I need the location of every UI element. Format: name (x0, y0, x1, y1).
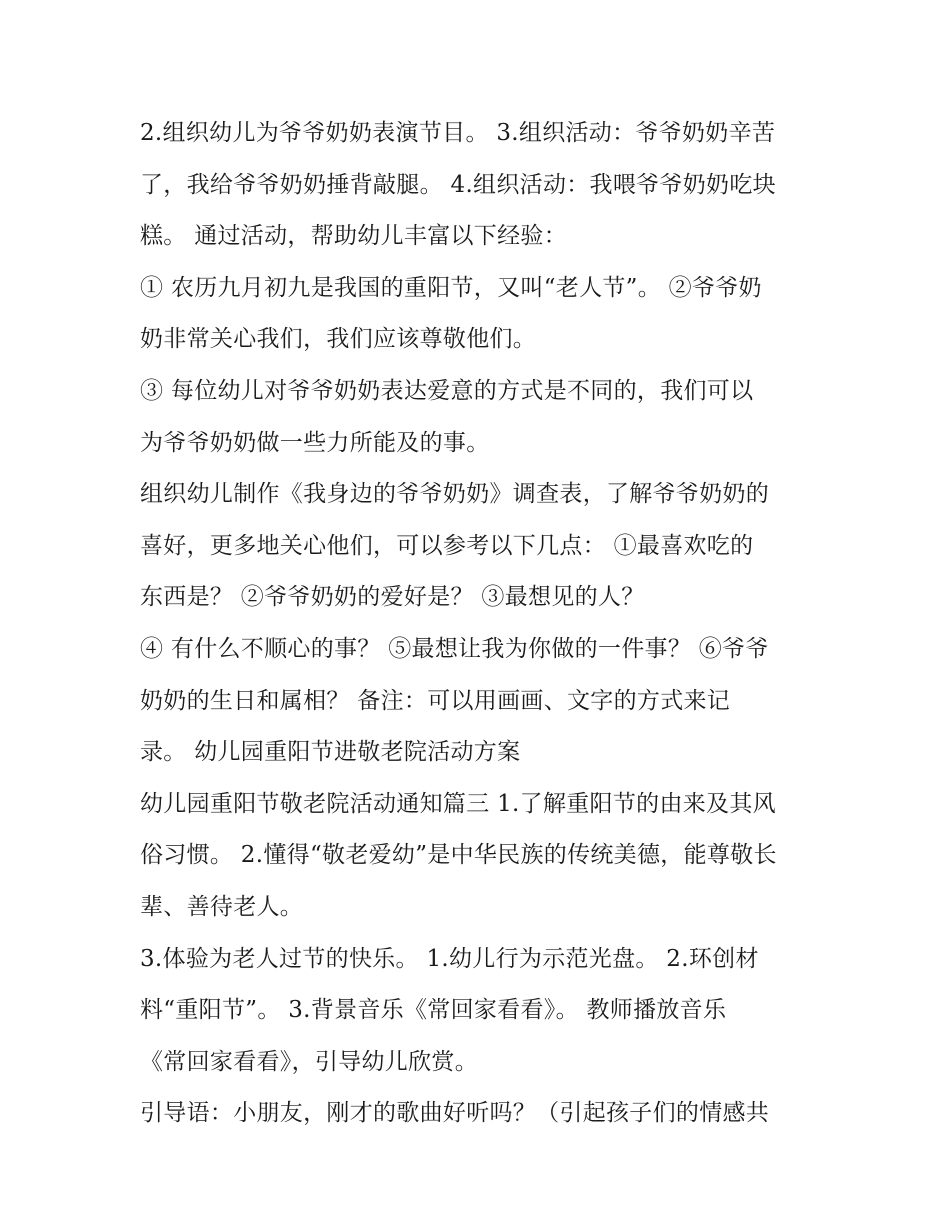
text-line: 3.体验为老人过节的快乐。 1.幼儿行为示范光盘。 2.环创材 (140, 945, 759, 972)
text-line: 《常回家看看》，引导幼儿欣赏。 (140, 1048, 478, 1075)
text-line: 了，我给爷爷奶奶捶背敲腿。 4.组织活动：我喂爷爷奶奶吃块 (140, 171, 776, 198)
text-line: ④ 有什么不顺心的事？ ⑤最想让我为你做的一件事？ ⑥爷爷 (140, 635, 769, 662)
text-line: 东西是？ ②爷爷奶奶的爱好是？ ③最想见的人？ (140, 584, 645, 611)
text-line: 引导语：小朋友，刚才的歌曲好听吗？（引起孩子们的情感共 (140, 1100, 770, 1127)
document-body (140, 108, 820, 1140)
text-line: ① 农历九月初九是我国的重阳节，又叫“老人节”。 ②爷爷奶 (140, 274, 762, 301)
text-line: 喜好，更多地关心他们，可以参考以下几点： ①最喜欢吃的 (140, 532, 754, 559)
text-line: 2.组织幼儿为爷爷奶奶表演节目。 3.组织活动：爷爷奶奶辛苦 (140, 120, 776, 146)
text-line: 奶奶的生日和属相？ 备注：可以用画画、文字的方式来记 (140, 687, 731, 714)
text-line: ③ 每位幼儿对爷爷奶奶表达爱意的方式是不同的，我们可以 (140, 377, 754, 404)
text-line: 料“重阳节”。 3.背景音乐《常回家看看》。 教师播放音乐 (140, 997, 727, 1024)
text-line: 奶非常关心我们，我们应该尊敬他们。 (140, 326, 537, 353)
text-line: 幼儿园重阳节敬老院活动通知篇三 1.了解重阳节的由来及其风 (140, 790, 776, 817)
text-line: 组织幼儿制作《我身边的爷爷奶奶》调查表，了解爷爷奶奶的 (140, 481, 770, 508)
text-line: 为爷爷奶奶做一些力所能及的事。 (140, 429, 490, 456)
text-line: 录。 幼儿园重阳节进敬老院活动方案 (140, 739, 521, 766)
text-line: 辈、善待老人。 (140, 893, 304, 920)
text-line: 俗习惯。 2.懂得“敬老爱幼”是中华民族的传统美德，能尊敬长 (140, 842, 777, 869)
text-line: 糕。 通过活动，帮助幼儿丰富以下经验： (140, 223, 568, 250)
